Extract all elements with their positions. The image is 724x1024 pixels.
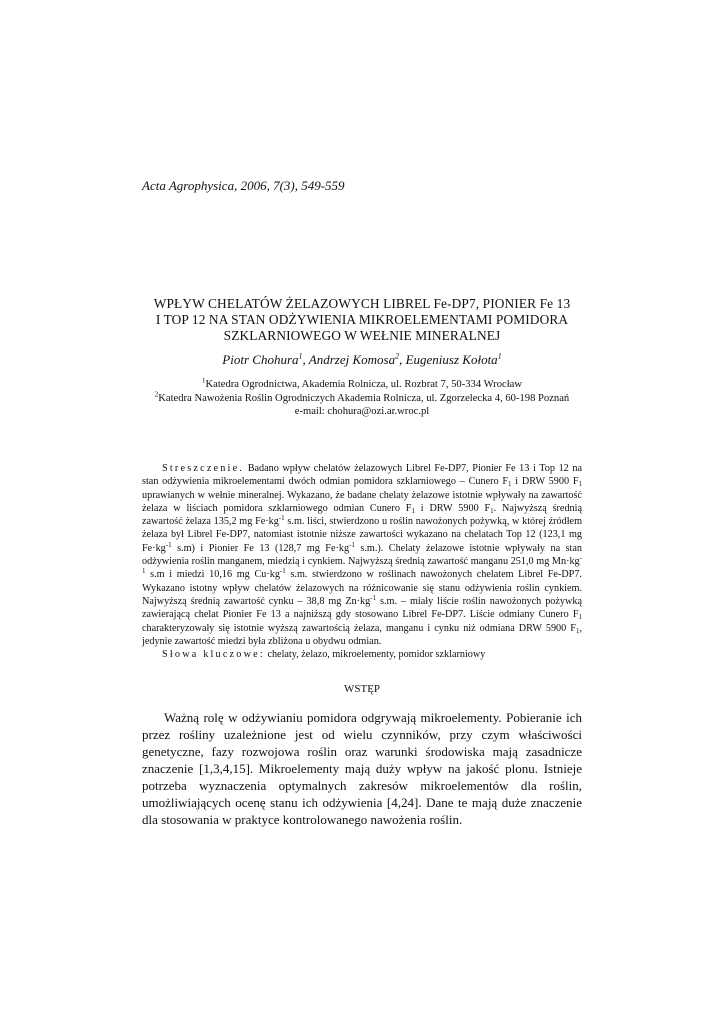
affiliation-text: Katedra Ogrodnictwa, Akademia Rolnicza, ul. Rozbrat 7, 50-334 Wrocław [205,379,522,390]
subscript: 1 [575,626,580,635]
author-mark: 1 [497,351,502,361]
abstract-text: charakteryzowały się istotnie wyższą zawartością żelaza, manganu i cynku niż odmiana DRW 5900 F [142,622,576,634]
keywords-text: chelaty, żelazo, mikroelementy, pomidor szklarniowy [267,649,486,661]
abstract-text: s.m) i Pionier Fe 13 (128,7 mg Fe·kg [171,542,350,554]
abstract-label: Streszczenie. [162,463,245,474]
author-separator: , [302,352,309,367]
section-heading: WSTĘP [343,683,381,695]
abstract-text: s.m. stwierdzono w roślinach nawożonych chelatem Librel Fe-DP7. Wykazano istotny wpływ chelatów żelazowych na różnicowanie się stanu odżywienia roślin cynkiem. Najwyższą średnią zawartość cynku – 38,8 mg Zn·kg [142,569,582,607]
abstract-text: uprawianych w wełnie mineralnej. Wykazano, że badane chelaty żelazowe istotnie wpływały na zawartość żelaza w liściach pomidora szklarniowego odmian Cunero F [142,489,582,514]
subscript: 1 [411,506,415,515]
subscript: 1 [578,613,582,622]
superscript: -1 [370,593,377,602]
subscript: 1 [490,506,494,515]
journal-citation: Acta Agrophysica, 2006, 7(3), 549-559 [142,178,345,193]
title-line: WPŁYW CHELATÓW ŻELAZOWYCH LIBREL Fe-DP7, PIONIER Fe 13 [153,296,571,311]
superscript: -1 [349,540,355,549]
author-mark: 2 [395,351,400,361]
affiliation-mark: 1 [201,376,206,385]
affiliation-line [100,389,624,406]
affiliations [100,378,624,419]
abstract-text: s.m. – miały liście roślin nawożonych pożywką zawierającą chelat Pionier Fe 13 a najniższą gdy stosowano Librel Fe-DP7. Liście odmiany Cunero F [142,595,582,621]
abstract-block [142,462,582,661]
body-text [142,709,582,828]
author-name: Andrzej Komosa [308,352,396,367]
abstract-paragraph [142,462,582,648]
abstract-text: i DRW 5900 F [511,476,579,488]
affiliation-text: Katedra Nawożenia Roślin Ogrodniczych Akademia Rolnicza, ul. Zgorzelecka 4, 60-198 Poznań [158,392,570,404]
abstract-text: Badano wpływ chelatów żelazowych Librel Fe-DP7, Pionier Fe 13 i Top 12 na stan odżywienia mikroelementami dwóch odmian pomidora szklarniowego – Cunero F [142,463,583,488]
superscript: -1 [165,540,172,549]
superscript: -1 [278,514,285,523]
superscript: -1 [142,554,582,576]
abstract-text: i DRW 5900 F [414,502,491,514]
author-separator: , [399,352,406,367]
abstract-text: s.m i miedzi 10,16 mg Cu·kg [145,569,280,581]
affiliation-mark: 2 [154,389,159,398]
abstract-text: , jedynie zawartość miedzi była zbliżona u obydwu odmian. [142,622,582,647]
keywords-label: Słowa kluczowe: [162,649,265,661]
author-email: e-mail: chohura@ozi.ar.wroc.pl [294,406,430,417]
paper-title [120,296,604,344]
author-name: Piotr Chohura [222,352,299,367]
abstract-text: . Najwyższą średnią zawartość żelaza 135,2 mg Fe·kg [142,502,582,528]
subscript: 1 [508,480,512,489]
keywords [142,648,582,661]
subscript: 1 [578,480,582,489]
abstract-text: s.m. liści, stwierdzono u roślin nawożonych pożywką, w której źródłem żelaza był Librel Fe-DP7, natomiast istotnie niższe zawartości wykazano na chelatach Top 12 (123,1 mg Fe·kg [142,516,583,554]
author-mark: 1 [298,351,303,361]
affiliation-line [100,378,624,392]
title-line: SZKLARNIOWEGO W WEŁNIE MINERALNEJ [223,328,501,343]
title-line: I TOP 12 NA STAN ODŻYWIENIA MIKROELEMENTAMI POMIDORA [155,312,569,327]
abstract-text: s.m.). Chelaty żelazowe istotnie wpływały na stan odżywienia roślin manganem, miedzią i cynkiem. Najwyższą średnią zawartość manganu 251,0 mg Mn·kg [142,542,582,568]
author-name: Eugeniusz Kołota [405,352,498,367]
body-paragraph: Ważną rolę w odżywianiu pomidora odgrywają mikroelementy. Pobieranie ich przez rośliny uzależnione jest od wielu czynników, przy czym właściwości genetyczne, fazy rozwojowa roślin oraz warunki środowiska mają zasadnicze znaczenie [1,3,4,15]. Mikroelementy mają duży wpływ na jakość plonu. Istnieje potrzeba wyznaczenia optymalnych zakresów mikroelementów dla roślin, umożliwiających ocenę stanu ich odżywienia [4,24]. Dane te mają duże znaczenie dla stosowania w praktyce kontrolowanego nawożenia roślin. [142,710,582,827]
superscript: -1 [279,567,286,576]
author-list [0,352,724,368]
